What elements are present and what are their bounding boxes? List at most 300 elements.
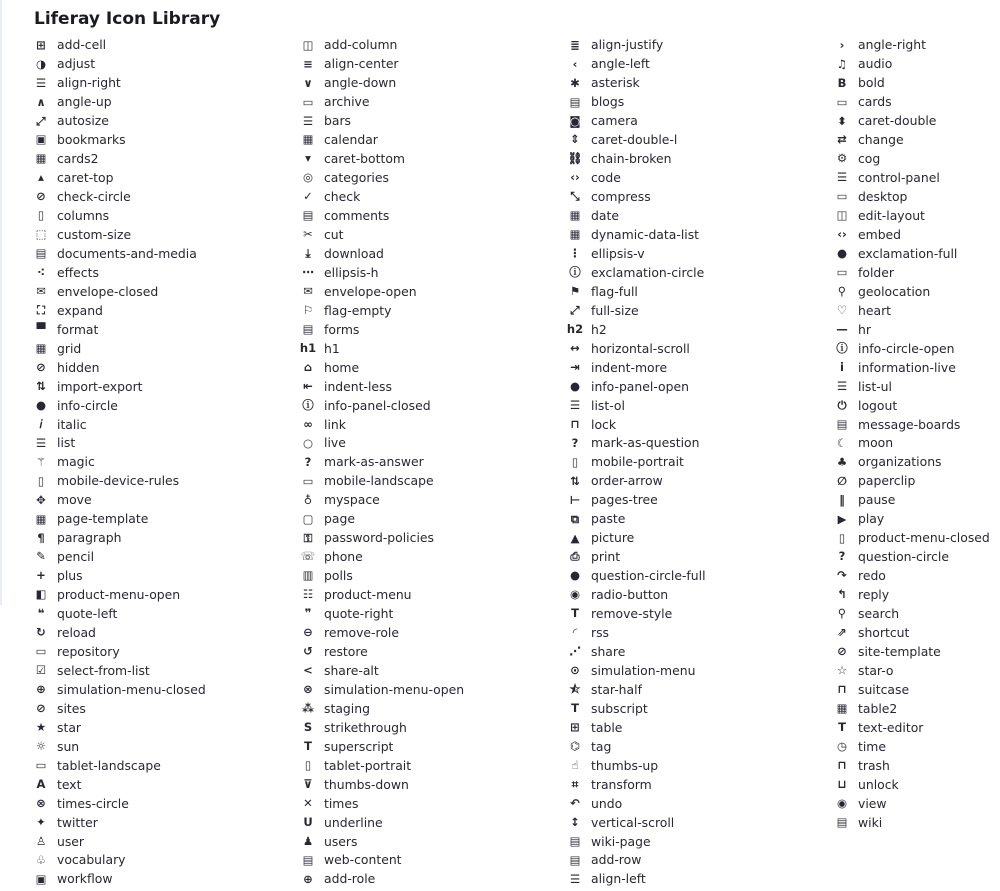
add-role-icon: ⊕ <box>303 871 313 886</box>
icon-label: horizontal-scroll <box>591 340 690 356</box>
strikethrough-icon: S <box>303 720 313 735</box>
add-cell-icon: ⊞ <box>36 37 46 52</box>
icon-label: user <box>57 833 85 849</box>
icon-list-item <box>34 680 301 699</box>
icon-label: trash <box>858 757 890 773</box>
ellipsis-v-icon: ⋮ <box>569 246 581 261</box>
icon-list-item <box>301 282 568 301</box>
icon-list-item <box>568 737 835 756</box>
select-from-list-icon: ☑ <box>35 663 47 678</box>
icon-label: information-live <box>858 359 956 375</box>
icon-label: align-center <box>324 56 399 72</box>
icon-list-item <box>301 415 568 434</box>
icon-label: move <box>57 492 92 508</box>
icon-list-item <box>835 510 1000 529</box>
quote-left-icon: ❝ <box>37 606 45 621</box>
icon-list-item <box>835 586 1000 605</box>
order-arrow-icon: ⇅ <box>570 473 580 488</box>
icon-list-item <box>568 396 835 415</box>
angle-down-icon: ∨ <box>303 75 313 90</box>
star-icon: ★ <box>35 720 47 735</box>
indent-less-icon: ⇤ <box>303 378 313 393</box>
icon-label: exclamation-circle <box>591 264 705 280</box>
text-icon: A <box>36 776 46 791</box>
icon-label: cards <box>858 94 892 110</box>
icon-list-item <box>835 605 1000 624</box>
search-icon: ⚲ <box>837 606 847 621</box>
icon-label: add-column <box>324 37 398 53</box>
icon-label: pause <box>858 492 896 508</box>
calendar-icon: ▦ <box>302 132 314 147</box>
icon-list-item <box>301 453 568 472</box>
icon-label: moon <box>858 435 894 451</box>
icon-list-item <box>301 548 568 567</box>
question-circle-icon: ? <box>838 549 846 564</box>
icon-label: full-size <box>591 302 639 318</box>
download-icon: ⤓ <box>305 246 311 261</box>
icon-list-item <box>301 358 568 377</box>
icon-list-item <box>835 718 1000 737</box>
icon-list-item <box>34 472 301 491</box>
site-template-icon: ⊘ <box>837 644 847 659</box>
icon-list-item <box>34 415 301 434</box>
icon-list-item <box>301 643 568 662</box>
print-icon: ⎙ <box>570 549 580 564</box>
remove-role-icon: ⊖ <box>303 625 313 640</box>
simulation-menu-closed-icon: ⊕ <box>36 682 46 697</box>
icon-label: twitter <box>57 814 98 830</box>
icon-list-item <box>301 605 568 624</box>
code-icon: ‹› <box>570 170 580 185</box>
icon-label: web-content <box>324 852 402 868</box>
icon-label: ellipsis-h <box>324 264 379 280</box>
icon-list-item <box>568 415 835 434</box>
icon-label: columns <box>57 208 110 224</box>
cog-icon: ⚙ <box>836 151 848 166</box>
icon-list-item <box>301 624 568 643</box>
desktop-icon: ▭ <box>836 189 848 204</box>
dynamic-data-list-icon: ▦ <box>569 227 581 242</box>
icon-list-item <box>568 339 835 358</box>
icon-list-item <box>568 491 835 510</box>
bookmarks-icon: ▣ <box>35 132 47 147</box>
hidden-icon: ⊘ <box>36 359 46 374</box>
icon-label: date <box>591 208 619 224</box>
icon-list-item <box>34 510 301 529</box>
share-icon: ⋰ <box>569 644 581 659</box>
share-alt-icon: < <box>303 663 313 678</box>
icon-list-item <box>34 396 301 415</box>
icon-list-item <box>34 453 301 472</box>
view-icon: ◉ <box>836 795 848 810</box>
heart-icon: ♡ <box>836 303 848 318</box>
icon-label: simulation-menu-closed <box>57 681 206 697</box>
play-icon: ▶ <box>837 511 847 526</box>
icon-list-item <box>568 112 835 131</box>
icon-label: vocabulary <box>57 852 126 868</box>
icon-list-item <box>835 434 1000 453</box>
icon-label: time <box>858 738 886 754</box>
icon-list-item <box>34 813 301 832</box>
table-icon: ⊞ <box>570 720 580 735</box>
icon-label: page-template <box>57 511 149 527</box>
icon-label: caret-bottom <box>324 151 405 167</box>
icon-label: info-panel-closed <box>324 397 431 413</box>
paperclip-icon: ∅ <box>837 473 847 488</box>
page-icon: ▢ <box>302 511 314 526</box>
icon-list-item <box>34 605 301 624</box>
icon-label: play <box>858 511 885 527</box>
ellipsis-h-icon: ⋯ <box>302 265 314 280</box>
icon-list-item <box>301 472 568 491</box>
icon-list-item <box>301 661 568 680</box>
icon-list-item <box>301 756 568 775</box>
icon-list-item <box>34 718 301 737</box>
icon-label: tablet-portrait <box>324 757 412 773</box>
icon-label: pencil <box>57 549 95 565</box>
icon-label: edit-layout <box>858 208 925 224</box>
mobile-portrait-icon: ▯ <box>571 454 579 469</box>
icon-label: envelope-open <box>324 283 417 299</box>
align-right-icon: ☰ <box>35 75 47 90</box>
icon-label: compress <box>591 189 651 205</box>
icon-label: folder <box>858 264 894 280</box>
icon-list-item <box>835 491 1000 510</box>
icon-list-item <box>301 699 568 718</box>
table2-icon: ▦ <box>836 701 848 716</box>
icon-list-item <box>34 301 301 320</box>
question-circle-full-icon: ● <box>569 568 581 583</box>
info-panel-closed-icon: ⓘ <box>302 397 314 412</box>
full-size-icon: ⤢ <box>570 303 580 318</box>
simulation-menu-icon: ⊙ <box>570 663 580 678</box>
unlock-icon: ⊔ <box>837 776 847 791</box>
picture-icon: ▲ <box>570 530 580 545</box>
icon-list-item <box>301 169 568 188</box>
icon-label: code <box>591 170 621 186</box>
icon-label: home <box>324 359 360 375</box>
geolocation-icon: ⚲ <box>837 284 847 299</box>
icon-list-item <box>34 55 301 74</box>
icon-label: magic <box>57 454 95 470</box>
comments-icon: ▤ <box>302 208 314 223</box>
icon-list-item <box>301 813 568 832</box>
icon-label: list <box>57 435 76 451</box>
icon-list-item <box>568 794 835 813</box>
horizontal-scroll-icon: ↔ <box>570 340 580 355</box>
icon-label: grid <box>57 340 82 356</box>
icon-label: redo <box>858 568 886 584</box>
info-circle-open-icon: ⓘ <box>836 340 848 355</box>
caret-double-icon: ⬍ <box>837 113 847 128</box>
check-icon: ✓ <box>303 189 313 204</box>
icon-list-item <box>568 510 835 529</box>
password-policies-icon: ⚿ <box>303 530 313 545</box>
icon-list-item <box>34 74 301 93</box>
icon-list-item <box>34 548 301 567</box>
icon-label: suitcase <box>858 681 910 697</box>
icon-list-item <box>835 567 1000 586</box>
compress-icon: ⤡ <box>570 189 580 204</box>
product-menu-icon: ☷ <box>302 587 314 602</box>
icon-label: reply <box>858 587 890 603</box>
icon-label: subscript <box>591 700 648 716</box>
icon-label: bold <box>858 75 885 91</box>
icon-label: import-export <box>57 378 143 394</box>
times-icon: ✕ <box>303 795 313 810</box>
thumbs-up-icon: ☝ <box>571 757 579 772</box>
live-icon: ○ <box>302 435 314 450</box>
undo-icon: ↶ <box>570 795 580 810</box>
icon-list-item <box>568 813 835 832</box>
icon-label: question-circle-full <box>591 568 706 584</box>
categories-icon: ◎ <box>302 170 314 185</box>
restore-icon: ↺ <box>303 644 313 659</box>
icon-label: info-circle-open <box>858 340 955 356</box>
icon-list-item <box>835 282 1000 301</box>
h1-icon: h1 <box>299 340 317 355</box>
icon-list-item <box>568 605 835 624</box>
icon-label: asterisk <box>591 75 640 91</box>
icon-list-item <box>301 112 568 131</box>
icon-label: live <box>324 435 346 451</box>
tablet-landscape-icon: ▭ <box>35 757 47 772</box>
icon-list-item <box>835 320 1000 339</box>
icon-label: align-right <box>57 75 121 91</box>
bold-icon: B <box>837 75 847 90</box>
mobile-device-rules-icon: ▯ <box>37 473 45 488</box>
paste-icon: ⧉ <box>570 511 580 526</box>
icon-label: forms <box>324 321 360 337</box>
icon-list-item <box>835 377 1000 396</box>
date-icon: ▦ <box>569 208 581 223</box>
subscript-icon: T <box>571 701 579 716</box>
icon-label: ellipsis-v <box>591 245 645 261</box>
icon-label: bookmarks <box>57 132 126 148</box>
move-icon: ✥ <box>36 492 46 507</box>
icon-label: transform <box>591 776 652 792</box>
icon-list-item <box>835 643 1000 662</box>
angle-left-icon: ‹ <box>572 56 578 71</box>
icon-label: simulation-menu <box>591 662 696 678</box>
icon-label: dynamic-data-list <box>591 227 700 242</box>
icon-list-item <box>568 358 835 377</box>
icon-label: remove-style <box>591 606 673 622</box>
control-panel-icon: ☰ <box>836 170 848 185</box>
icon-label: times <box>324 795 359 811</box>
times-circle-icon: ⊗ <box>36 795 46 810</box>
icon-list-item <box>835 169 1000 188</box>
icon-list-item <box>568 661 835 680</box>
icon-list-item <box>835 358 1000 377</box>
chain-broken-icon: ⛓ <box>567 151 583 166</box>
icon-list-item <box>568 169 835 188</box>
icon-label: times-circle <box>57 795 129 811</box>
icon-label: categories <box>324 170 389 186</box>
icon-label: chain-broken <box>591 151 672 167</box>
reload-icon: ↻ <box>36 625 46 640</box>
icon-label: info-circle <box>57 397 118 413</box>
icon-label: share-alt <box>324 662 379 678</box>
product-menu-open-icon: ◧ <box>35 587 47 602</box>
text-editor-icon: T <box>838 720 846 735</box>
icon-label: logout <box>858 397 898 413</box>
icon-list-item <box>34 93 301 112</box>
effects-icon: ⁖ <box>37 265 45 280</box>
icon-label: order-arrow <box>591 473 663 489</box>
align-center-icon: ≡ <box>303 56 313 71</box>
pencil-icon: ✎ <box>36 549 46 564</box>
icon-list-item <box>34 699 301 718</box>
sun-icon: ☼ <box>35 738 47 753</box>
icon-list-item <box>835 529 1000 548</box>
icon-label: mobile-portrait <box>591 454 684 470</box>
icon-label: paragraph <box>57 530 122 546</box>
icon-label: superscript <box>324 738 394 754</box>
icon-list-item <box>835 680 1000 699</box>
indent-more-icon: ⇥ <box>570 359 580 374</box>
icon-list-item <box>835 93 1000 112</box>
reply-icon: ↰ <box>837 587 847 602</box>
icon-label: align-left <box>591 871 646 887</box>
icon-list-item <box>301 226 568 245</box>
mark-as-question-icon: ? <box>571 435 579 450</box>
organizations-icon: ♣ <box>836 454 848 469</box>
archive-icon: ▭ <box>302 94 314 109</box>
icon-list-item <box>835 131 1000 150</box>
icon-label: autosize <box>57 113 109 129</box>
icon-label: add-role <box>324 871 376 887</box>
caret-double-l-icon: ⇕ <box>570 132 580 147</box>
icon-list-item <box>301 680 568 699</box>
icon-label: rss <box>591 625 610 641</box>
icon-label: desktop <box>858 189 908 205</box>
icon-list-item <box>568 74 835 93</box>
icon-label: undo <box>591 795 623 811</box>
icon-label: shortcut <box>858 625 910 641</box>
repository-icon: ▭ <box>35 644 47 659</box>
icon-list-item <box>34 586 301 605</box>
icon-list-item <box>34 358 301 377</box>
icon-list-item <box>301 794 568 813</box>
icon-label: indent-less <box>324 378 392 394</box>
hr-icon: — <box>836 322 848 337</box>
icon-label: adjust <box>57 56 96 72</box>
caret-bottom-icon: ▾ <box>305 151 311 166</box>
icon-label: flag-full <box>591 283 638 299</box>
icon-list-item <box>835 661 1000 680</box>
moon-icon: ☾ <box>836 435 848 450</box>
phone-icon: ☏ <box>300 549 316 564</box>
icon-label: star <box>57 719 82 735</box>
icon-list-item <box>568 188 835 207</box>
info-circle-icon: ● <box>35 397 47 412</box>
icon-label: sun <box>57 738 80 754</box>
sites-icon: ⊘ <box>36 701 46 716</box>
left-divider <box>0 0 2 605</box>
icon-label: reload <box>57 625 96 641</box>
product-menu-closed-icon: ▯ <box>838 530 846 545</box>
icon-label: wiki <box>858 814 883 830</box>
cards-icon: ▭ <box>836 94 848 109</box>
icon-label: quote-right <box>324 606 394 622</box>
cards2-icon: ▦ <box>35 151 47 166</box>
tablet-portrait-icon: ▯ <box>304 757 312 772</box>
icon-label: underline <box>324 814 383 830</box>
icon-label: custom-size <box>57 227 132 242</box>
icon-label: align-justify <box>591 37 664 53</box>
users-icon: ♟ <box>302 833 314 848</box>
icon-label: organizations <box>858 454 942 470</box>
mark-as-answer-icon: ? <box>304 454 312 469</box>
remove-style-icon: T <box>571 606 579 621</box>
logout-icon: ⏻ <box>837 397 847 412</box>
message-boards-icon: ▤ <box>836 416 848 431</box>
icon-label: flag-empty <box>324 302 392 318</box>
icon-list-item <box>568 567 835 586</box>
star-half-icon: ⯪ <box>569 682 581 697</box>
icon-list-item <box>835 55 1000 74</box>
icon-label: workflow <box>57 871 113 887</box>
paragraph-icon: ¶ <box>37 530 45 545</box>
staging-icon: ⁂ <box>302 701 314 716</box>
icon-list-item <box>568 870 835 889</box>
icon-label: tablet-landscape <box>57 757 161 773</box>
icon-label: unlock <box>858 776 899 792</box>
icon-list-item <box>34 737 301 756</box>
icon-label: message-boards <box>858 416 961 432</box>
icon-list-item <box>34 491 301 510</box>
icon-list-item <box>34 756 301 775</box>
icon-label: format <box>57 321 99 337</box>
icon-label: thumbs-down <box>324 776 409 792</box>
radio-button-icon: ◉ <box>569 587 581 602</box>
icon-label: mark-as-answer <box>324 454 424 470</box>
icon-label: indent-more <box>591 359 668 375</box>
icon-list-item <box>301 718 568 737</box>
icon-label: blogs <box>591 94 625 110</box>
icon-list-item <box>34 661 301 680</box>
asterisk-icon: ✱ <box>570 75 580 90</box>
info-panel-open-icon: ● <box>569 378 581 393</box>
icon-list-item <box>568 472 835 491</box>
import-export-icon: ⇅ <box>36 378 46 393</box>
h2-icon: h2 <box>566 322 584 337</box>
icon-label: text <box>57 776 82 792</box>
icon-list-item <box>568 756 835 775</box>
icon-list-item <box>301 263 568 282</box>
icon-label: search <box>858 606 900 622</box>
envelope-closed-icon: ✉ <box>36 284 46 299</box>
icon-label: mobile-landscape <box>324 473 434 489</box>
icon-list-item <box>34 434 301 453</box>
icon-list-item <box>34 320 301 339</box>
rss-icon: ◜ <box>572 625 578 640</box>
icon-list-item <box>301 301 568 320</box>
icon-label: product-menu <box>324 587 412 603</box>
icon-list-item <box>568 36 835 55</box>
icon-list-item <box>301 377 568 396</box>
angle-up-icon: ∧ <box>36 94 46 109</box>
icon-list-item <box>34 207 301 226</box>
audio-icon: ♫ <box>836 56 848 71</box>
user-icon: ♙ <box>35 833 47 848</box>
icon-label: product-menu-closed <box>858 530 990 546</box>
adjust-icon: ◑ <box>35 56 47 71</box>
icon-list-item <box>568 131 835 150</box>
documents-and-media-icon: ▤ <box>35 246 47 261</box>
icon-list-item <box>568 624 835 643</box>
